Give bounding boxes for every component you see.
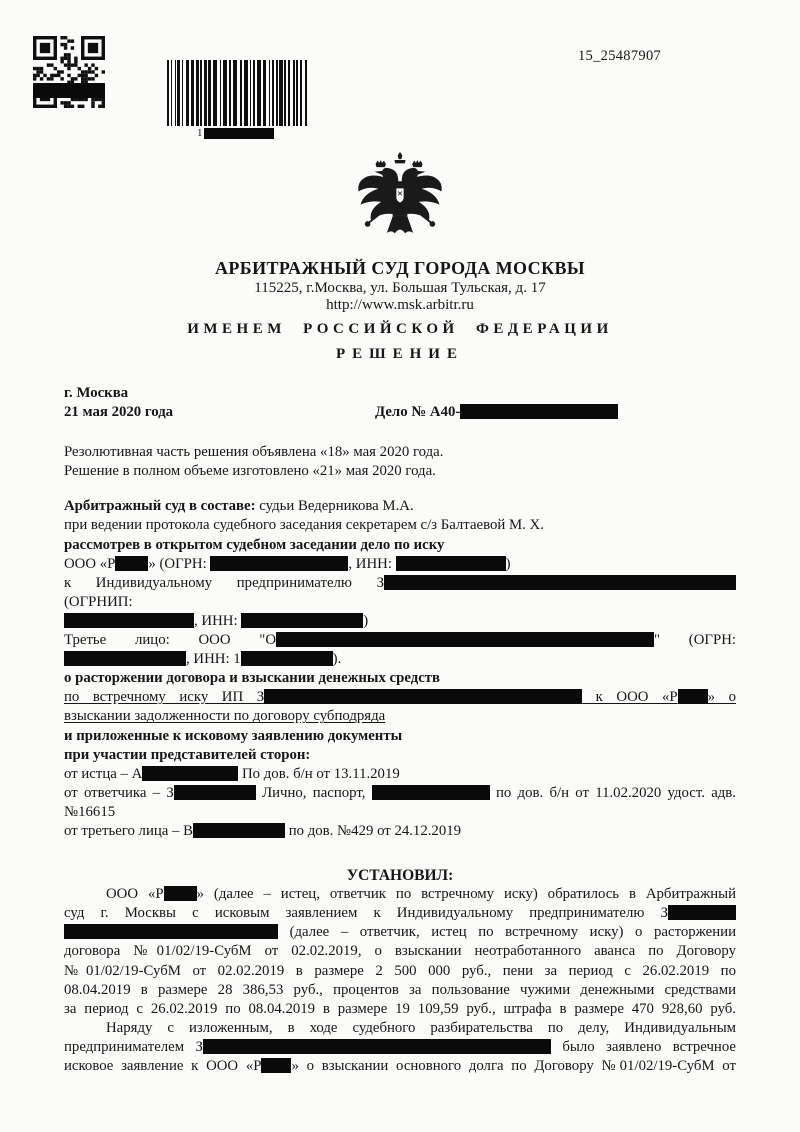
text-segment: » о [707,689,737,706]
text-segment: ). [332,651,342,668]
text-segment: ООО «Р [64,555,116,572]
text-segment: договора №01/02/19-СубМ от 02.02.2019, о взыскании неотработанного аванса по Договору [64,943,736,960]
text-segment: по дов. №429 от 24.12.2019 [285,822,462,839]
barcode-caption-digit: 1 [197,127,203,139]
text-segment: » (далее – истец, ответчик по встречному иску) обратилось в Арбитражный [196,886,736,903]
date-line: 21 мая 2020 года [64,404,174,421]
case-number-line [375,403,618,422]
claim-subject-line: о расторжении договора и взыскании денежных средств [64,670,441,687]
paragraph-line [64,942,736,961]
rep-defendant-line [64,784,736,803]
plaintiff-line [64,555,736,574]
redaction-bar [210,556,348,571]
redaction-bar [115,556,148,571]
rep-third-party-line [64,822,736,841]
text-segment: №01/02/19-СубМ от 02.02.2019 в размере 2 500 000 руб., пени за период с 26.02.2019 по [64,962,736,979]
composition-block [64,497,736,841]
defendant-line-1 [64,574,736,612]
redaction-bar [64,613,194,628]
coat-of-arms-icon [353,152,447,248]
text-segment: к ООО «Р [582,689,678,706]
clerk-line: при ведении протокола судебного заседания секретарем с/з Балтаевой М. Х. [64,517,544,534]
redaction-bar [241,651,333,666]
in-the-name-line: ИМЕНЕМ РОССИЙСКОЙ ФЕДЕРАЦИИ [187,321,613,337]
redaction-bar [668,905,736,920]
text-segment: , ИНН: [194,612,242,629]
court-name: АРБИТРАЖНЫЙ СУД ГОРОДА МОСКВЫ [214,258,586,278]
redaction-bar [276,632,654,647]
redaction-bar [460,404,618,419]
redaction-bar [396,556,506,571]
redaction-bar [64,924,278,939]
text-segment: Арбитражный суд в составе: [64,498,256,515]
announce-line-full-text: Решение в полном объеме изготовлено «21» мая 2020 года. [64,463,436,480]
text-segment: , ИНН: [348,555,396,572]
third-party-line-2 [64,650,736,669]
document-id: 15_25487907 [578,48,662,64]
barcode-icon [167,60,309,126]
redaction-bar [261,1058,291,1073]
text-segment: ) [505,555,511,572]
text-segment: судьи Ведерникова М.А. [255,498,414,515]
redaction-bar [678,689,708,704]
decision-title: РЕШЕНИЕ [336,346,464,362]
text-segment: по встречному иску ИП З [64,689,265,706]
city-line: г. Москва [64,385,129,401]
text-segment: (далее – ответчик, истец по встречному иску) о расторжении [278,924,736,941]
findings-paragraph-1 [64,885,736,1019]
barcode-caption-redaction [204,128,274,139]
text-segment: 08.04.2019 в размере 28 386,53 руб., процентов за пользование чужими денежными средствами [64,981,736,998]
paragraph-line [64,1057,736,1076]
announce-line-resolution: Резолютивная часть решения объявлена «18» мая 2020 года. [64,444,444,461]
text-segment: от ответчика – З [64,784,174,801]
text-segment: ООО «Р [106,886,164,903]
barcode-caption [197,127,274,139]
text-segment: Третье лицо: ООО "О [64,632,276,649]
text-segment: от третьего лица – В [64,822,194,839]
paragraph-line [64,904,736,923]
text-segment: " (ОГРН: [654,632,736,649]
paragraph-line [64,1038,736,1057]
case-subject-line: рассмотрев в открытом судебном заседании дело по иску [64,536,445,553]
text-segment: По дов. б/н от 13.11.2019 [238,765,400,782]
announcement-block [64,443,736,481]
counterclaim-line-2: взыскании задолженности по договору субподряда [64,708,386,725]
text-segment: » (ОГРН: [148,555,211,572]
text-segment: Лично, паспорт, [255,784,372,801]
attached-docs-line: и приложенные к исковому заявлению документы [64,727,403,744]
qr-redaction-bar [33,83,105,98]
qr-code [33,36,105,108]
findings-paragraph-2 [64,1019,736,1076]
redaction-bar [142,766,238,781]
text-segment: исковое заявление к ООО «Р [64,1058,262,1074]
text-segment: к Индивидуальному предпринимателю З [64,574,384,591]
rep-plaintiff-line [64,765,736,784]
rep-defendant-line-2: №16615 [64,803,116,820]
redaction-bar [174,785,256,800]
text-segment: , ИНН: 1 [186,651,241,668]
text-segment: Наряду с изложенным, в ходе судебного разбирательства по делу, Индивидуальным [106,1019,736,1036]
text-segment: ) [363,612,369,629]
representatives-heading: при участии представителей сторон: [64,746,311,763]
paragraph-line [64,885,736,904]
third-party-line-1 [64,631,736,650]
redaction-bar [372,785,490,800]
court-composition-line [64,497,736,516]
redaction-bar [241,613,363,628]
case-header [64,384,736,422]
redaction-bar [384,575,736,590]
text-segment: от истца – А [64,765,143,782]
text-segment: по дов. б/н от 11.02.2020 удост. адв. [489,784,736,801]
paragraph-line [64,923,736,942]
court-website: http://www.msk.arbitr.ru [326,297,474,313]
redaction-bar [64,651,186,666]
text-segment: (ОГРНИП: [64,593,133,610]
text-segment: суд г. Москвы с исковым заявлением к Индивидуальному предпринимателю З [64,905,668,922]
redaction-bar [193,823,285,838]
text-segment: предпринимателем З [64,1038,203,1055]
paragraph-line [64,981,736,1000]
redaction-bar [164,886,197,901]
text-segment: Дело № А40- [375,404,461,421]
paragraph-line [64,1000,736,1019]
redaction-bar [264,689,582,704]
court-address: 115225, г.Москва, ул. Большая Тульская, д. 17 [254,280,546,296]
text-segment: » о взыскании основного долга по Договору №01/02/19-СубМ от [291,1058,736,1074]
date-case-row [64,403,736,422]
redaction-bar [203,1039,551,1054]
defendant-line-2 [64,612,736,631]
text-segment: за период с 26.02.2019 по 08.04.2019 в размере 19 109,59 руб., штрафа в размере 470 928,60 руб. [64,1000,736,1017]
paragraph-line [64,962,736,981]
counterclaim-line-1 [64,688,736,707]
text-segment: было заявлено встречное [550,1038,736,1055]
paragraph-line [64,1019,736,1038]
barcode [167,60,309,140]
found-heading: УСТАНОВИЛ: [346,867,454,885]
